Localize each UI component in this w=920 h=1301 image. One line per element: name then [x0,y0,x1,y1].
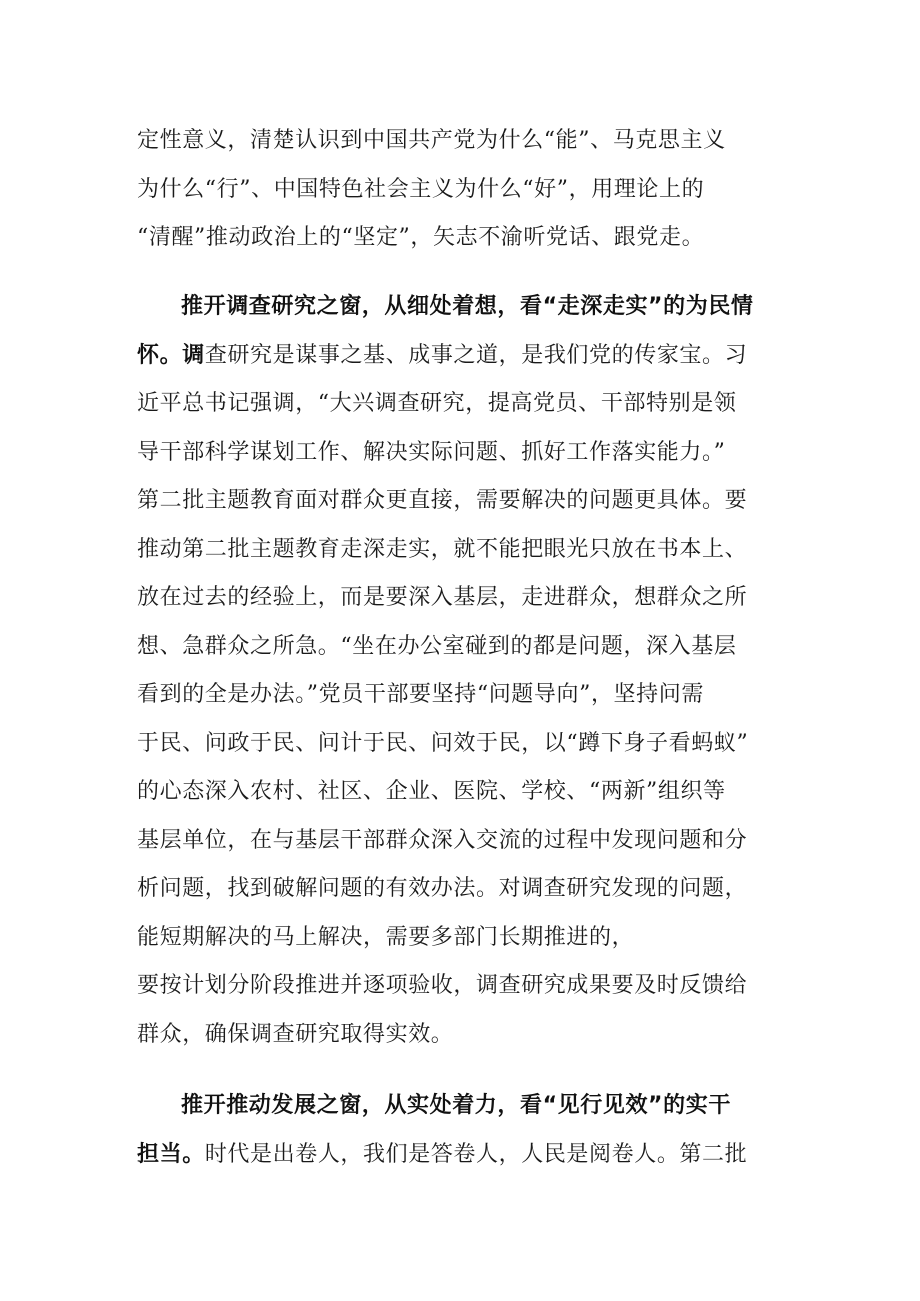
text-line: 群众，确保调查研究取得实效。 [137,1021,454,1047]
text-line: 导干部科学谋划工作、解决实际问题、抓好工作落实能力。” [137,439,726,465]
section-heading-end: 怀。调 [137,342,205,368]
text-line: 想、急群众之所急。“坐在办公室碰到的都是问题，深入基层 [137,633,737,659]
text-line [137,332,787,381]
text-line: 放在过去的经验上，而是要深入基层，走进群众，想群众之所 [137,585,748,610]
section-heading-end: 担当。 [137,1141,205,1167]
text-line: 的心态深入农村、社区、企业、医院、学校、“两新”组织等 [137,779,726,804]
text-line: 要按计划分阶段推进并逐项验收，调查研究成果要及时反馈给 [137,973,748,998]
text-line: 于民、问政于民、问计于民、问效于民，以“蹲下身子看蚂蚁” [137,730,749,756]
paragraph-2 [137,283,787,1059]
section-heading: 推开调查研究之窗，从细处着想，看“走深走实”的为民情 [181,294,754,319]
paragraph-1 [137,117,787,263]
text-line: 近平总书记强调，“大兴调查研究，提高党员、干部特别是领 [137,391,737,416]
body-text: 时代是出卷人，我们是答卷人，人民是阅卷人。第二批 [204,1141,748,1167]
text-line: 定性意义，清楚认识到中国共产党为什么“能”、马克思主义 [137,128,726,153]
text-line: 基层单位，在与基层干部群众深入交流的过程中发现问题和分 [137,827,748,853]
text-line: “清醒”推动政治上的“坚定”，矢志不渝听党话、跟党走。 [137,225,705,250]
text-line: 看到的全是办法。”党员干部要坚持“问题导向”，坚持问需 [137,682,704,707]
paragraph-3 [137,1082,787,1179]
text-line: 推动第二批主题教育走深走实，就不能把眼光只放在书本上、 [137,536,748,562]
text-line: 析问题，找到破解问题的有效办法。对调查研究发现的问题， [137,876,748,901]
text-line: 能短期解决的马上解决，需要多部门长期推进的， [137,924,635,950]
text-line: 为什么“行”、中国特色社会主义为什么“好”，用理论上的 [137,176,705,202]
text-line [137,1131,787,1180]
text-line: 第二批主题教育面对群众更直接，需要解决的问题更具体。要 [137,488,748,513]
body-text: 查研究是谋事之基、成事之道，是我们党的传家宝。习 [204,342,748,368]
section-heading: 推开推动发展之窗，从实处着力，看“见行见效”的实干 [181,1093,731,1118]
